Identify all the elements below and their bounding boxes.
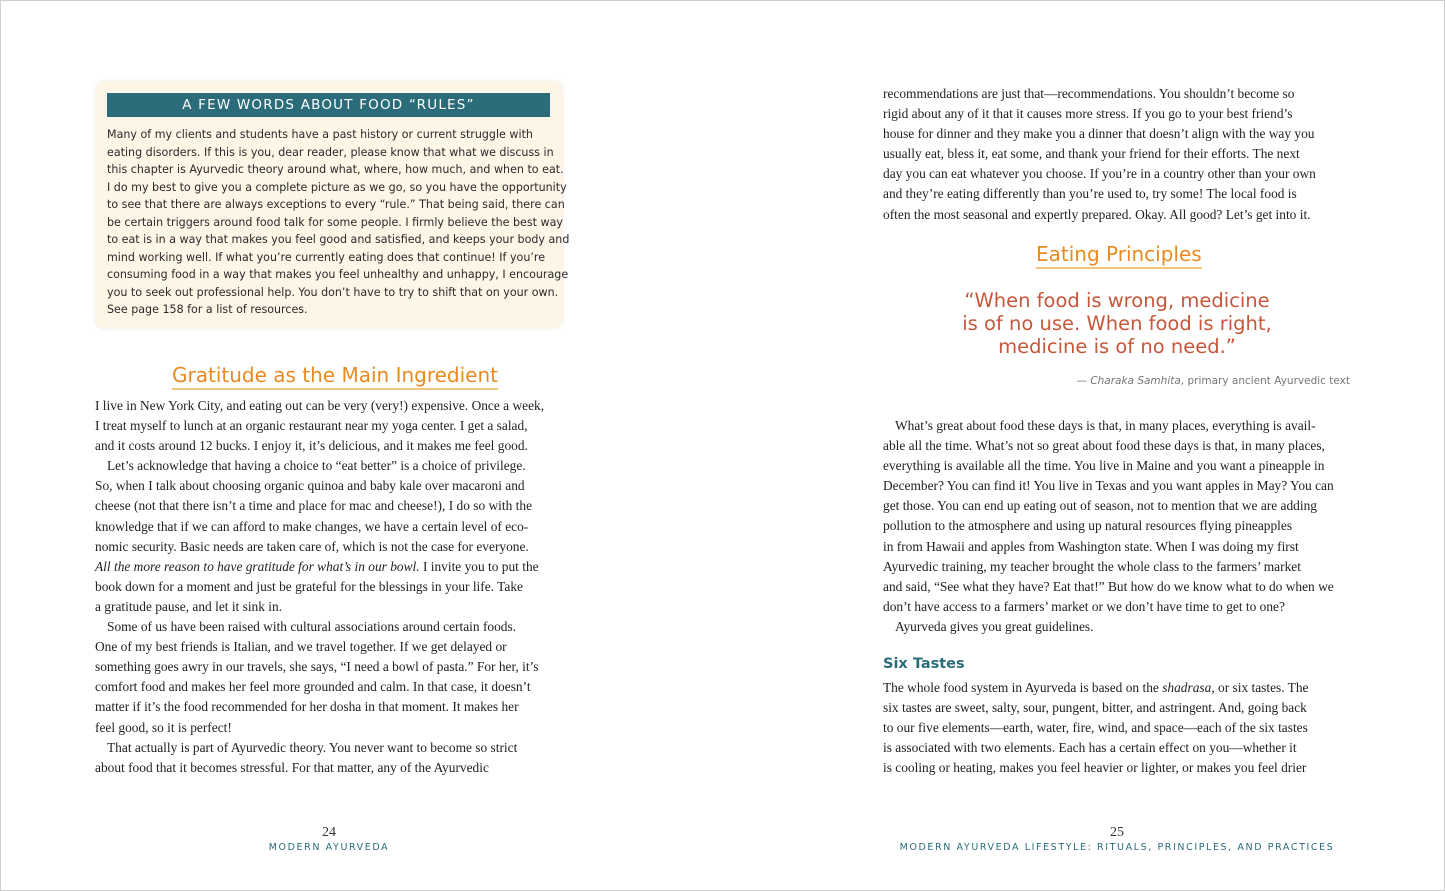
quote-line: “When food is wrong, medicine [964,289,1270,312]
body-line: One of my best friends is Italian, and we travel together. If we get delayed or [95,639,507,655]
body-line: matter if it’s the food recommended for her dosha in that moment. It makes her [95,699,519,715]
body-line: in from Hawaii and apples from Washington state. When I was doing my first [883,538,1299,554]
body-text-run: , or six tastes. The [1211,680,1309,695]
section-heading-gratitude [172,362,498,388]
body-line: Ayurvedic training, my teacher brought the whole class to the farmers’ market [883,558,1301,574]
body-line: able all the time. What’s not so great about food these days is that, in many places, [883,438,1325,454]
body-line: something goes awry in our travels, she says, “I need a bowl of pasta.” For her, it’s [95,659,539,675]
page-number: 25 [1110,825,1124,840]
sidebar-line: to eat is in a way that makes you feel good and satisfied, and keeps your body and [107,233,570,246]
body-line: six tastes are sweet, salty, sour, pungent, bitter, and astringent. And, going back [883,700,1307,716]
body-line: to our five elements—earth, water, fire, wind, and space—each of the six tastes [883,720,1308,736]
sidebar-line: consuming food in a way that makes you feel unhealthy and unhappy, I encourage [107,268,569,281]
body-line: comfort food and makes her feel more grounded and calm. In that case, it doesn’t [95,679,531,695]
body-line: rigid about any of it that it causes more stress. If you go to your best friend’s [883,106,1293,122]
sidebar-box [96,82,570,328]
sidebar-line: mind working well. If what you’re currently eating does that continue! If you’re [107,250,546,264]
body-line: is associated with two elements. Each has a certain effect on you—whether it [883,740,1297,756]
body-line: Let’s acknowledge that having a choice to “eat better” is a choice of privilege. [107,458,526,474]
body-line: So, when I talk about choosing organic quinoa and baby kale over macaroni and [95,478,525,494]
page-number: 24 [322,825,336,840]
running-head: MODERN AYURVEDA LIFESTYLE: RITUALS, PRINCIPLES, AND PRACTICES [899,842,1335,853]
subheading-six-tastes: Six Tastes [883,656,965,672]
body-line: everything is available all the time. You live in Maine and you want a pineapple in [883,458,1325,474]
body-line: is cooling or heating, makes you feel heavier or lighter, or makes you feel drier [883,760,1307,776]
sidebar-title: A FEW WORDS ABOUT FOOD “RULES” [107,93,550,117]
running-head: MODERN AYURVEDA [268,842,390,853]
body-line: usually eat, bless it, eat some, and thank your friend for their efforts. The next [883,146,1300,162]
body-line: often the most seasonal and expertly prepared. Okay. All good? Let’s get into it. [883,206,1311,222]
body-line: about food that it becomes stressful. For that matter, any of the Ayurvedic [95,759,489,775]
body-line: knowledge that if we can afford to make changes, we have a certain level of eco- [95,518,529,534]
body-line: That actually is part of Ayurvedic theory. You never want to become so strict [107,739,518,755]
body-line: get those. You can end up eating out of season, not to mention that we are adding [883,498,1317,514]
left-page [0,0,722,891]
sidebar-line: See page 158 for a list of resources. [107,303,308,316]
sidebar-line: Many of my clients and students have a past history or current struggle with [107,128,533,141]
attribution-dash: — [1076,375,1091,387]
left-body-text [95,396,565,778]
quote-attribution [1076,375,1350,387]
body-line: recommendations are just that—recommendations. You shouldn’t become so [883,86,1295,101]
body-line: nomic security. Basic needs are taken care of, which is not the case for everyone. [95,538,529,554]
body-text-run: I invite you to put the [419,558,539,574]
body-line: don’t have access to a farmers’ market or we don’t have time to get to one? [883,598,1285,614]
right-top-body-text [883,84,1353,225]
body-line [95,557,565,577]
body-line: house for dinner and they make you a dinner that doesn’t align with the way you [883,126,1315,142]
attribution-source: Charaka Samhita [1090,375,1181,387]
body-line: book down for a moment and just be grateful for the blessings in your life. Take [95,578,523,594]
body-line: a gratitude pause, and let it sink in. [95,598,283,614]
body-line: and said, “See what they have? Eat that!” But how do we know what to do when we [883,578,1334,594]
sidebar-line: you to seek out professional help. You don’t have to try to shift that on your own. [107,285,559,299]
body-line: and it costs around 12 bucks. I enjoy it, it’s delicious, and it makes me feel good. [95,438,528,454]
body-line: Some of us have been raised with cultural associations around certain foods. [107,619,517,635]
body-line: feel good, so it is perfect! [95,719,232,735]
heading-text: Gratitude as the Main Ingredient [172,363,498,390]
sidebar-line: this chapter is Ayurvedic theory around what, where, how much, and when to eat. [107,163,564,176]
right-tastes-body-text [883,678,1353,778]
sidebar-line: I do my best to give you a complete picture as we go, so you have the opportunity [107,180,567,194]
sidebar-line: to see that there are always exceptions to every “rule.” That being said, there can [107,198,565,211]
body-line: December? You can find it! You live in Texas and you want apples in May? You can [883,478,1334,494]
body-line [883,678,1353,698]
body-text-run: The whole food system in Ayurveda is based on the [883,680,1163,695]
body-line: day you can eat whatever you choose. If you’re in a country other than your own [883,166,1316,182]
quote-line: is of no use. When food is right, [962,312,1272,335]
italic-text: shadrasa [1162,680,1212,695]
attribution-rest: , primary ancient Ayurvedic text [1180,375,1350,387]
body-line: What’s great about food these days is that, in many places, everything is avail- [895,418,1316,433]
right-mid-body-text [883,416,1353,637]
body-line: Ayurveda gives you great guidelines. [895,618,1094,634]
quote-line: medicine is of no need.” [998,335,1236,358]
right-page [722,0,1445,891]
body-line: pollution to the atmosphere and using up natural resources flying pineapples [883,518,1293,534]
sidebar-body [107,126,570,319]
sidebar-line: be certain triggers around food talk for some people. I firmly believe the best way [107,215,563,229]
pull-quote [922,289,1312,358]
body-line: I live in New York City, and eating out can be very (very!) expensive. Once a week, [95,398,545,413]
italic-text: All the more reason to have gratitude for what’s in our bowl. [95,558,420,574]
heading-text: Eating Principles [1036,242,1202,269]
body-line: cheese (not that there isn’t a time and place for mac and cheese!), I do so with the [95,498,533,514]
body-line: I treat myself to lunch at an organic restaurant near my yoga center. I get a salad, [95,418,528,434]
section-heading-eating-principles [1036,241,1202,267]
sidebar-line: eating disorders. If this is you, dear reader, please know that what we discuss in [107,145,554,159]
body-line: and they’re eating differently than you’re used to, try some! The local food is [883,186,1297,202]
